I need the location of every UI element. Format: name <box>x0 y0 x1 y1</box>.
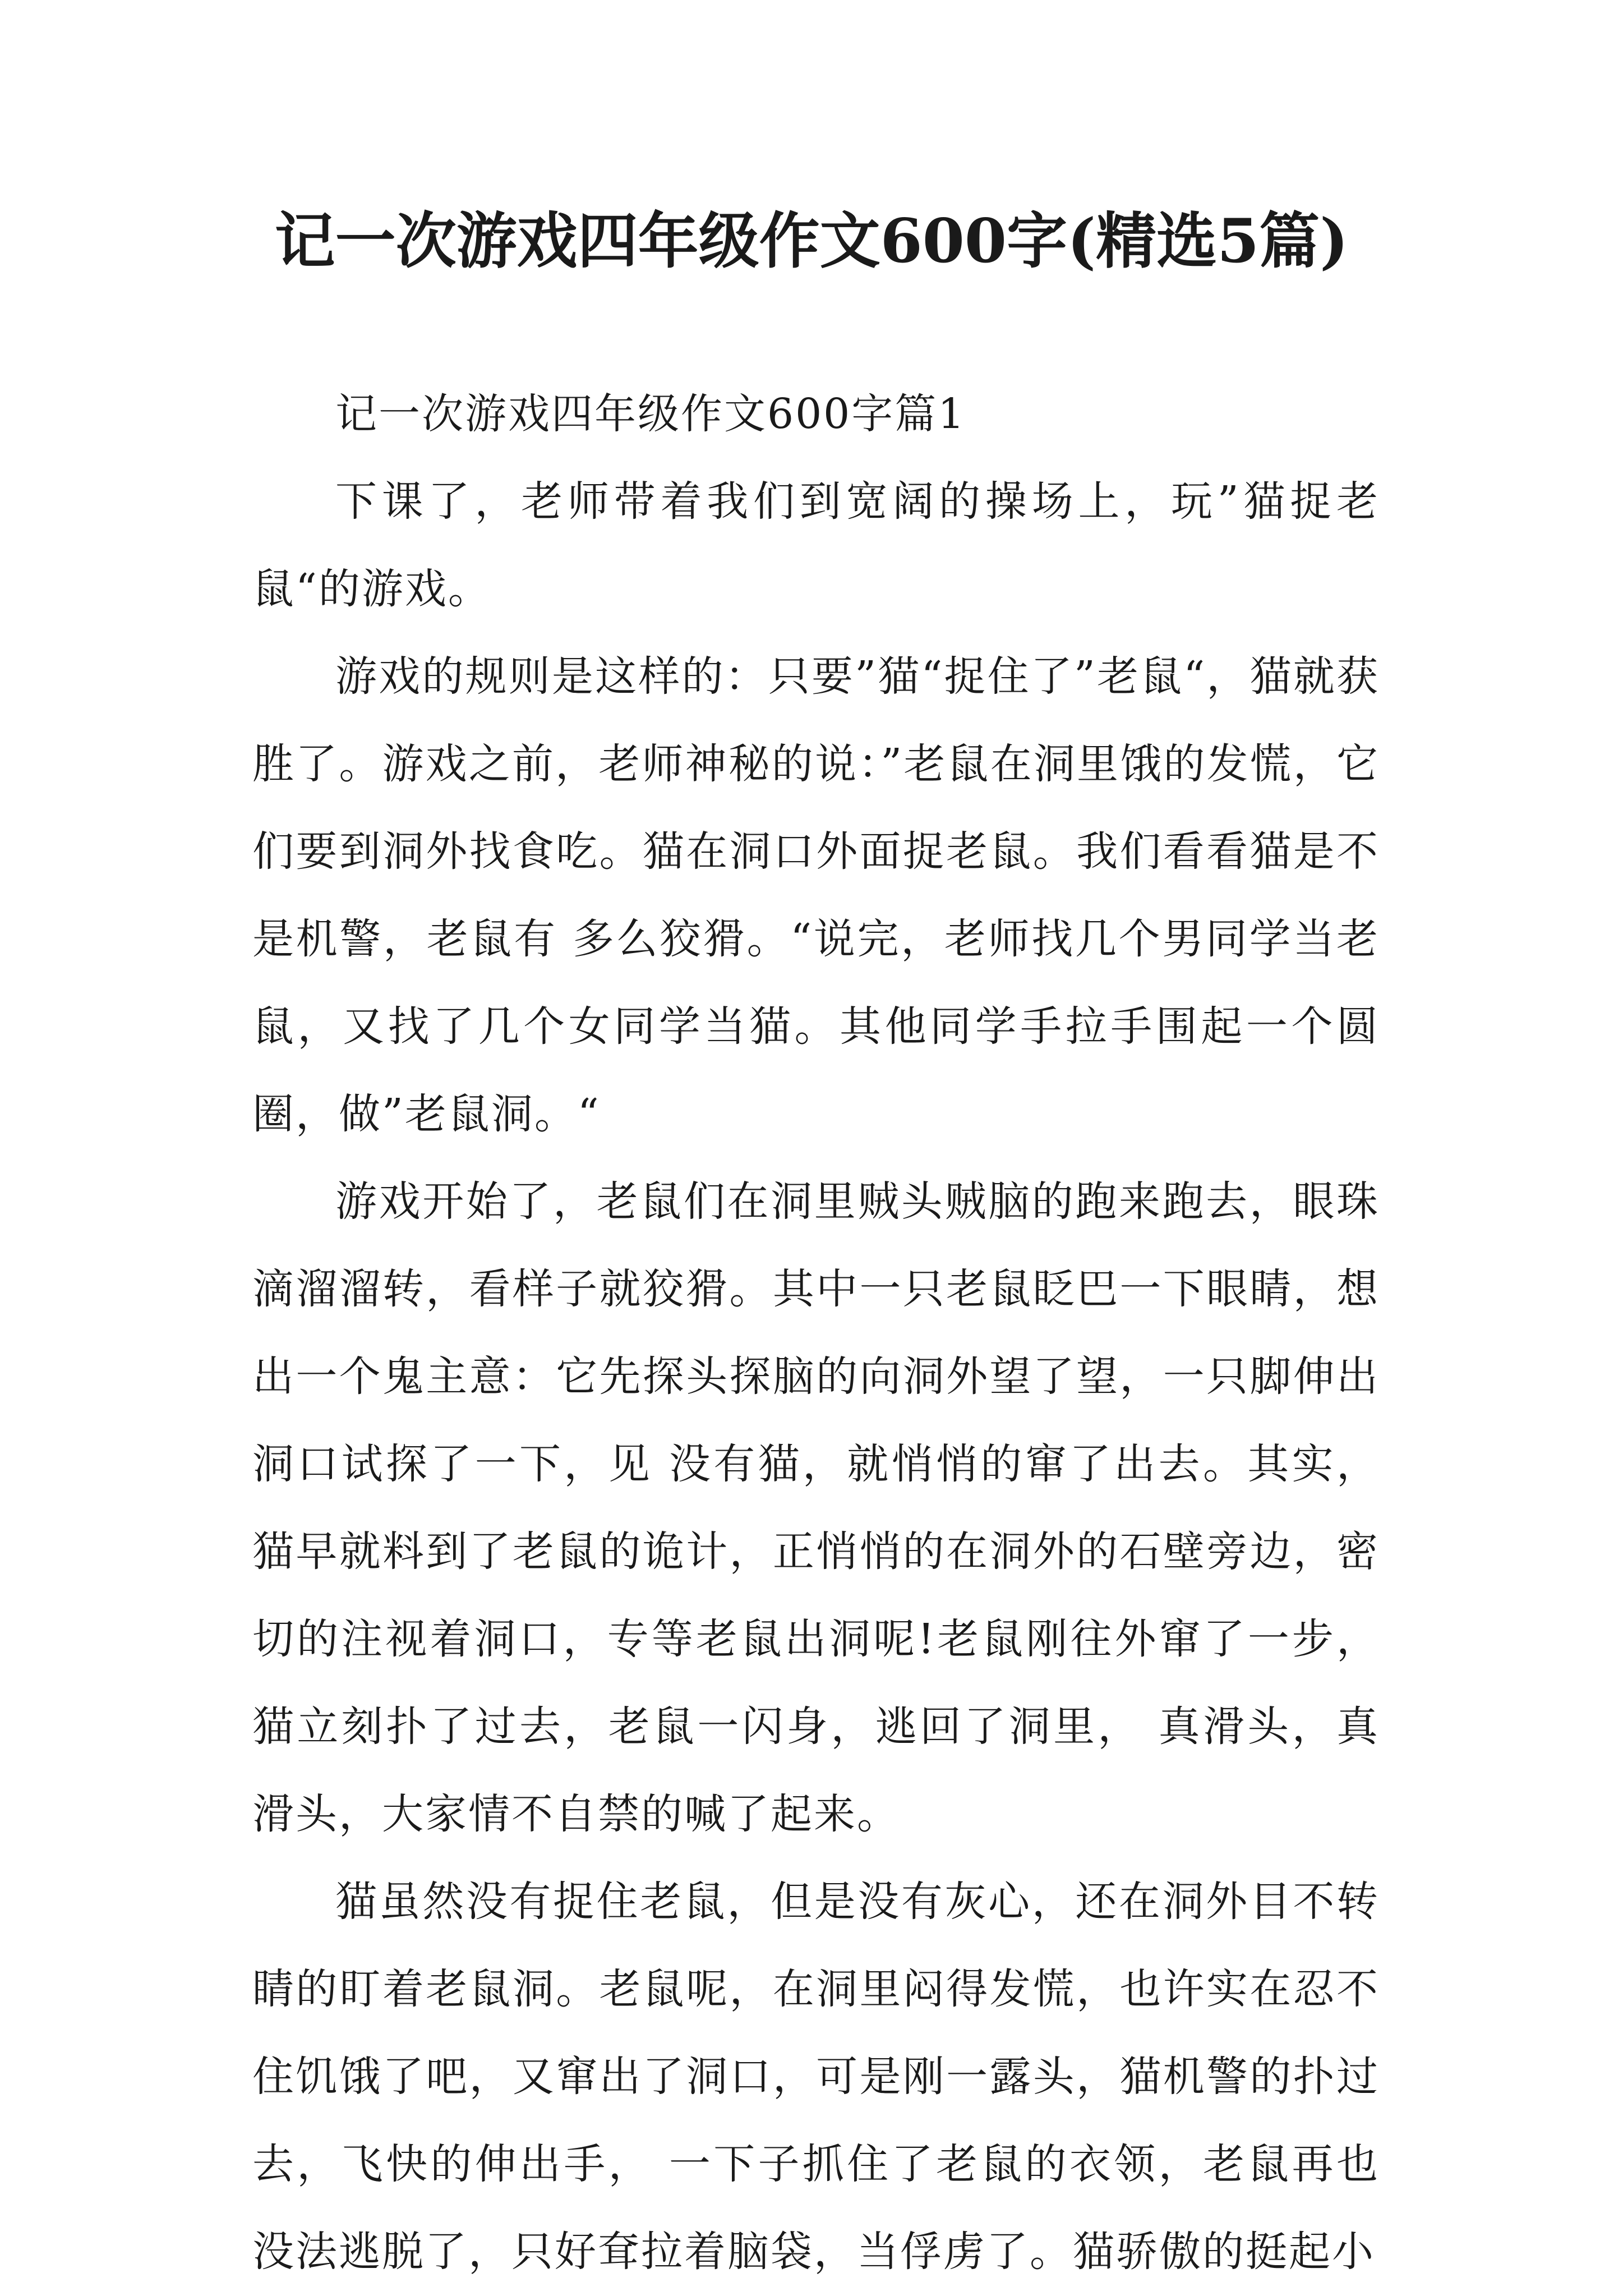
document-body <box>252 370 1380 2295</box>
document-title: 记一次游戏四年级作文600字(精选5篇) <box>274 206 1349 277</box>
paragraph-3: 游戏开始了，老鼠们在洞里贼头贼脑的跑来跑去，眼珠滴溜溜转，看样子就狡猾。其中一只老鼠眨巴一下眼睛，想出一个鬼主意：它先探头探脑的向洞外望了望，一只脚伸出洞口试探了一下，见 没有猫，就悄悄的窜了出去。其实，猫早就料到了老鼠的诡计，正悄悄的在洞外的石壁旁边，密切的注视着洞口，专等老鼠出洞呢!老鼠刚往外窜了一步，猫立刻扑了过去，老鼠一闪身，逃回了洞里， 真滑头，真滑头，大家情不自禁的喊了起来。 <box>252 1177 1380 1838</box>
paragraph-4: 猫虽然没有捉住老鼠，但是没有灰心，还在洞外目不转睛的盯着老鼠洞。老鼠呢，在洞里闷得发慌，也许实在忍不住饥饿了吧，又窜出了洞口，可是刚一露头，猫机警的扑过去，飞快的伸出手， 一下子抓住了老鼠的衣领，老鼠再也没法逃脱了，只好耷拉着脑袋，当俘虏了。猫骄傲的挺起小 <box>252 1878 1380 2276</box>
section-heading: 记一次游戏四年级作文600字篇1 <box>335 390 966 438</box>
paragraph-2: 游戏的规则是这样的：只要”猫“捉住了”老鼠“，猫就获胜了。游戏之前，老师神秘的说：”老鼠在洞里饿的发慌，它们要到洞外找食吃。猫在洞口外面捉老鼠。我们看看猫是不是机警，老鼠有 多么狡猾。“说完，老师找几个男同学当老鼠，又找了几个女同学当猫。其他同学手拉手围起一个圆圈，做”老鼠洞。“ <box>252 652 1380 1138</box>
paragraph-1: 下课了，老师带着我们到宽阔的操场上，玩”猫捉老鼠“的游戏。 <box>252 477 1380 613</box>
